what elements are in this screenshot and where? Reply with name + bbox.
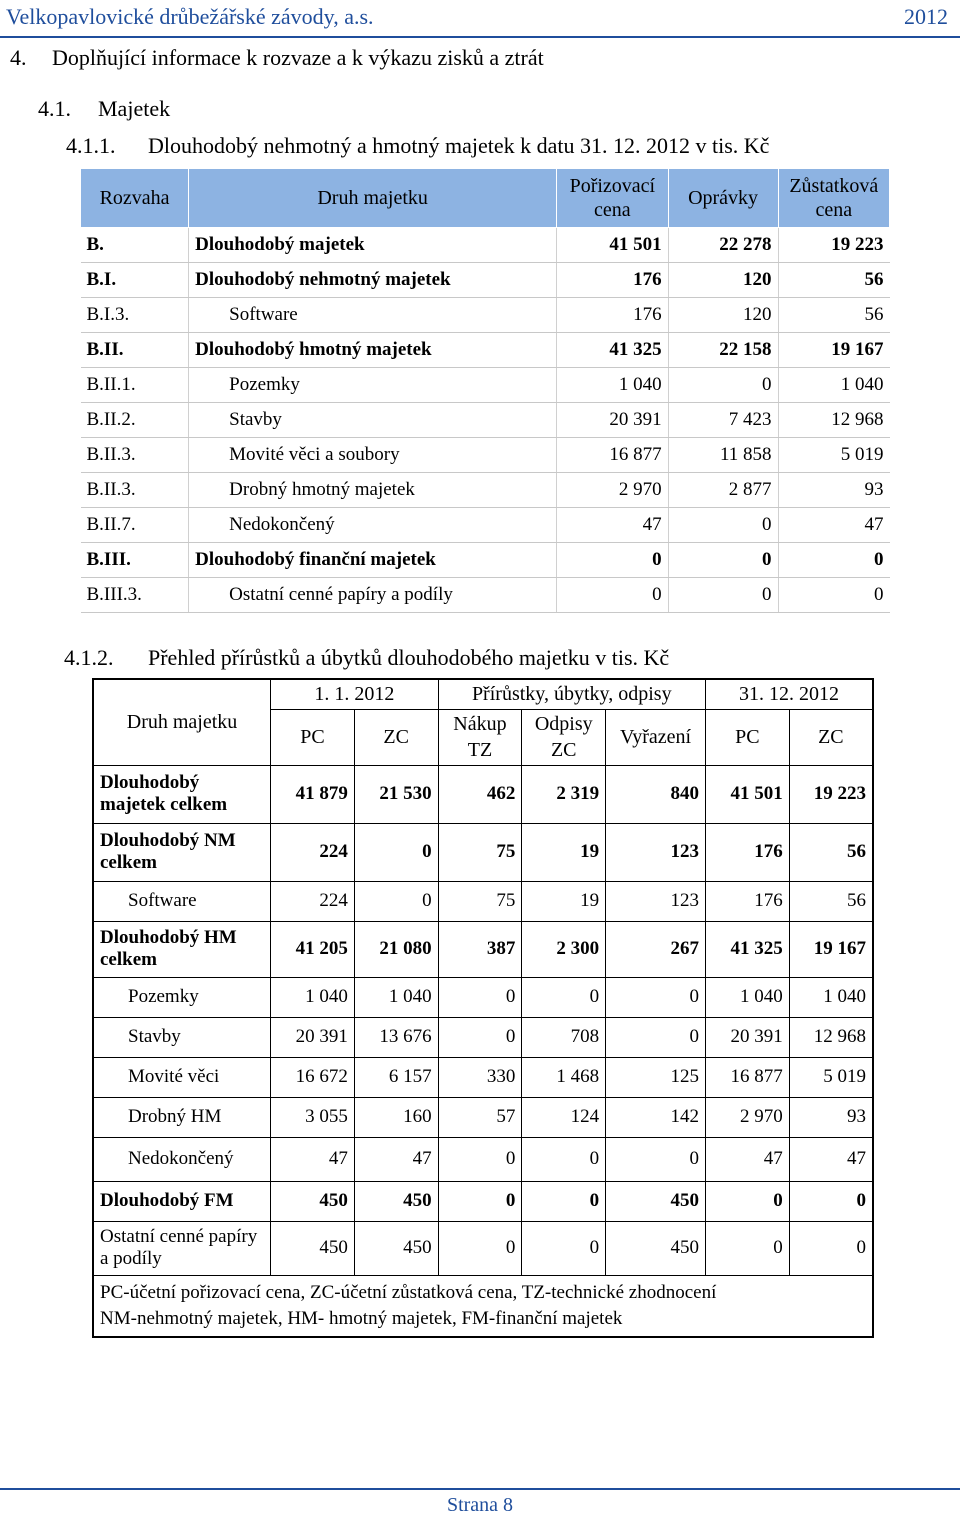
- page-header: [0, 0, 960, 38]
- row-value: 75: [438, 881, 522, 921]
- row-value: 1 040: [705, 977, 789, 1017]
- row-value: 0: [606, 1017, 706, 1057]
- row-label: Dlouhodobý FM: [93, 1181, 271, 1221]
- asset-table-header: [81, 169, 890, 228]
- row-value: 708: [522, 1017, 606, 1057]
- row-value: 56: [789, 823, 873, 881]
- table-row: [81, 228, 890, 263]
- row-zustatkova: 5 019: [778, 438, 889, 473]
- col-zc-start: ZC: [354, 709, 438, 765]
- col-pc-end: PC: [705, 709, 789, 765]
- row-value: 41 501: [705, 765, 789, 823]
- note-line-1: PC-účetní pořizovací cena, ZC-účetní zůstatková cena, TZ-technické zhodnocení: [100, 1281, 717, 1303]
- table-row: [93, 823, 873, 881]
- row-value: 16 877: [705, 1057, 789, 1097]
- table-row: [81, 508, 890, 543]
- row-label: Dlouhodobý HM celkem: [93, 921, 271, 977]
- row-name: Dlouhodobý hmotný majetek: [189, 333, 557, 368]
- row-opravky: 0: [668, 368, 778, 403]
- row-code: B.II.1.: [81, 368, 189, 403]
- row-value: 41 325: [705, 921, 789, 977]
- row-porizovaci: 176: [557, 263, 669, 298]
- table-row: [81, 578, 890, 613]
- row-value: 450: [354, 1221, 438, 1275]
- row-label: Pozemky: [93, 977, 271, 1017]
- row-label: Stavby: [93, 1017, 271, 1057]
- row-value: 142: [606, 1097, 706, 1137]
- col-zustatkova: Zůstatková cena: [778, 169, 889, 228]
- row-value: 20 391: [271, 1017, 355, 1057]
- header-year: 2012: [904, 4, 948, 29]
- row-value: 2 970: [705, 1097, 789, 1137]
- legend-row: [93, 1275, 873, 1337]
- row-porizovaci: 20 391: [557, 403, 669, 438]
- row-name: Dlouhodobý nehmotný majetek: [189, 263, 557, 298]
- row-value: 0: [705, 1181, 789, 1221]
- heading-4-1-1: 4.1.1. Dlouhodobý nehmotný a hmotný majetek k datu 31. 12. 2012 v tis. Kč: [66, 133, 770, 158]
- row-value: 0: [606, 1137, 706, 1181]
- row-value: 56: [789, 881, 873, 921]
- col-zc-end: ZC: [789, 709, 873, 765]
- row-opravky: 0: [668, 578, 778, 613]
- row-name: Nedokončený: [189, 508, 557, 543]
- row-value: 0: [438, 1137, 522, 1181]
- row-zustatkova: 47: [778, 508, 889, 543]
- row-value: 13 676: [354, 1017, 438, 1057]
- row-opravky: 120: [668, 263, 778, 298]
- row-value: 19: [522, 881, 606, 921]
- row-value: 0: [438, 977, 522, 1017]
- row-porizovaci: 16 877: [557, 438, 669, 473]
- col-porizovaci: Pořizovací cena: [557, 169, 669, 228]
- row-zustatkova: 19 167: [778, 333, 889, 368]
- company-name: Velkopavlovické drůbežářské závody, a.s.: [6, 4, 374, 29]
- row-value: 0: [705, 1221, 789, 1275]
- col-date-start: 1. 1. 2012: [271, 679, 439, 709]
- table-row: [93, 921, 873, 977]
- row-porizovaci: 47: [557, 508, 669, 543]
- row-value: 176: [705, 823, 789, 881]
- row-value: 19 167: [789, 921, 873, 977]
- row-code: B.II.7.: [81, 508, 189, 543]
- row-value: 21 530: [354, 765, 438, 823]
- row-value: 330: [438, 1057, 522, 1097]
- row-value: 0: [606, 977, 706, 1017]
- row-code: B.I.: [81, 263, 189, 298]
- row-porizovaci: 2 970: [557, 473, 669, 508]
- col-movements: Přírůstky, úbytky, odpisy: [438, 679, 705, 709]
- row-value: 123: [606, 823, 706, 881]
- row-value: 57: [438, 1097, 522, 1137]
- row-value: 6 157: [354, 1057, 438, 1097]
- heading-4-1-2: 4.1.2. Přehled přírůstků a úbytků dlouhodobého majetku v tis. Kč: [64, 645, 670, 670]
- row-value: 0: [522, 977, 606, 1017]
- row-value: 41 879: [271, 765, 355, 823]
- col-pc-start: PC: [271, 709, 355, 765]
- row-value: 3 055: [271, 1097, 355, 1137]
- row-name: Dlouhodobý finanční majetek: [189, 543, 557, 578]
- row-value: 450: [606, 1221, 706, 1275]
- heading-4: 4. Doplňující informace k rozvaze a k výkazu zisků a ztrát: [10, 45, 544, 70]
- note-line-2: NM-nehmotný majetek, HM- hmotný majetek, FM-finanční majetek: [100, 1307, 623, 1329]
- row-label: Ostatní cenné papíry a podíly: [93, 1221, 271, 1275]
- row-label: Nedokončený: [93, 1137, 271, 1181]
- row-value: 450: [271, 1181, 355, 1221]
- row-code: B.III.3.: [81, 578, 189, 613]
- col-vyrazeni: Vyřazení: [606, 709, 706, 765]
- row-opravky: 120: [668, 298, 778, 333]
- row-zustatkova: 56: [778, 298, 889, 333]
- row-label: Movité věci: [93, 1057, 271, 1097]
- table-row: [93, 1097, 873, 1137]
- row-value: 840: [606, 765, 706, 823]
- row-code: B.: [81, 228, 189, 263]
- row-code: B.III.: [81, 543, 189, 578]
- row-value: 176: [705, 881, 789, 921]
- row-value: 16 672: [271, 1057, 355, 1097]
- row-value: 2 319: [522, 765, 606, 823]
- row-value: 19: [522, 823, 606, 881]
- row-zustatkova: 0: [778, 543, 889, 578]
- row-value: 1 040: [271, 977, 355, 1017]
- abbreviation-note: [93, 1275, 873, 1337]
- row-value: 450: [271, 1221, 355, 1275]
- col-druh: Druh majetku: [189, 169, 557, 228]
- row-label: Software: [93, 881, 271, 921]
- asset-table: [80, 168, 890, 613]
- row-code: B.II.3.: [81, 473, 189, 508]
- row-label: Dlouhodobý majetek celkem: [93, 765, 271, 823]
- row-code: B.I.3.: [81, 298, 189, 333]
- row-opravky: 22 158: [668, 333, 778, 368]
- row-value: 1 040: [354, 977, 438, 1017]
- row-value: 267: [606, 921, 706, 977]
- col-druh-majetku: Druh majetku: [93, 679, 271, 765]
- row-value: 462: [438, 765, 522, 823]
- row-value: 19 223: [789, 765, 873, 823]
- row-value: 160: [354, 1097, 438, 1137]
- row-opravky: 11 858: [668, 438, 778, 473]
- table-row: [81, 368, 890, 403]
- row-opravky: 0: [668, 543, 778, 578]
- row-value: 0: [438, 1221, 522, 1275]
- row-zustatkova: 1 040: [778, 368, 889, 403]
- row-value: 0: [438, 1181, 522, 1221]
- row-value: 21 080: [354, 921, 438, 977]
- table-row: [81, 333, 890, 368]
- row-code: B.II.3.: [81, 438, 189, 473]
- row-value: 0: [354, 881, 438, 921]
- row-label: Drobný HM: [93, 1097, 271, 1137]
- row-value: 47: [789, 1137, 873, 1181]
- row-value: 450: [606, 1181, 706, 1221]
- row-porizovaci: 41 501: [557, 228, 669, 263]
- row-zustatkova: 93: [778, 473, 889, 508]
- row-value: 12 968: [789, 1017, 873, 1057]
- row-value: 0: [438, 1017, 522, 1057]
- row-value: 125: [606, 1057, 706, 1097]
- row-porizovaci: 1 040: [557, 368, 669, 403]
- footer-divider: [0, 1488, 960, 1490]
- row-value: 387: [438, 921, 522, 977]
- col-date-end: 31. 12. 2012: [705, 679, 873, 709]
- table-row: [93, 881, 873, 921]
- row-value: 0: [522, 1181, 606, 1221]
- col-odpisy-zc: Odpisy ZC: [522, 709, 606, 765]
- row-zustatkova: 56: [778, 263, 889, 298]
- table-row: [81, 543, 890, 578]
- table-row: [93, 1181, 873, 1221]
- row-value: 0: [522, 1137, 606, 1181]
- row-opravky: 0: [668, 508, 778, 543]
- row-value: 0: [789, 1181, 873, 1221]
- row-value: 1 040: [789, 977, 873, 1017]
- row-value: 1 468: [522, 1057, 606, 1097]
- table-row: [93, 1017, 873, 1057]
- row-zustatkova: 0: [778, 578, 889, 613]
- row-value: 123: [606, 881, 706, 921]
- row-name: Software: [189, 298, 557, 333]
- row-value: 224: [271, 823, 355, 881]
- table-row: [93, 1221, 873, 1275]
- row-value: 75: [438, 823, 522, 881]
- table-row: [81, 473, 890, 508]
- table-row: [93, 765, 873, 823]
- table-row: [81, 438, 890, 473]
- row-value: 93: [789, 1097, 873, 1137]
- row-value: 47: [271, 1137, 355, 1181]
- movement-table: [92, 678, 874, 1338]
- col-opravky: Oprávky: [668, 169, 778, 228]
- row-name: Ostatní cenné papíry a podíly: [189, 578, 557, 613]
- row-value: 47: [354, 1137, 438, 1181]
- row-value: 5 019: [789, 1057, 873, 1097]
- row-value: 41 205: [271, 921, 355, 977]
- row-opravky: 2 877: [668, 473, 778, 508]
- col-nakup-tz: Nákup TZ: [438, 709, 522, 765]
- row-label: Dlouhodobý NM celkem: [93, 823, 271, 881]
- row-porizovaci: 0: [557, 543, 669, 578]
- row-porizovaci: 176: [557, 298, 669, 333]
- row-name: Drobný hmotný majetek: [189, 473, 557, 508]
- row-code: B.II.2.: [81, 403, 189, 438]
- table-row: [93, 1137, 873, 1181]
- table-row: [81, 263, 890, 298]
- row-value: 0: [789, 1221, 873, 1275]
- page-number: Strana 8: [446, 1494, 514, 1516]
- heading-4-1: 4.1. Majetek: [38, 96, 171, 121]
- row-zustatkova: 12 968: [778, 403, 889, 438]
- row-code: B.II.: [81, 333, 189, 368]
- row-name: Pozemky: [189, 368, 557, 403]
- row-opravky: 7 423: [668, 403, 778, 438]
- row-value: 124: [522, 1097, 606, 1137]
- row-name: Dlouhodobý majetek: [189, 228, 557, 263]
- row-porizovaci: 41 325: [557, 333, 669, 368]
- table-row: [93, 1057, 873, 1097]
- row-name: Stavby: [189, 403, 557, 438]
- row-zustatkova: 19 223: [778, 228, 889, 263]
- row-value: 47: [705, 1137, 789, 1181]
- table-row: [81, 298, 890, 333]
- row-value: 450: [354, 1181, 438, 1221]
- row-value: 2 300: [522, 921, 606, 977]
- row-value: 224: [271, 881, 355, 921]
- row-opravky: 22 278: [668, 228, 778, 263]
- table-row: [93, 977, 873, 1017]
- row-name: Movité věci a soubory: [189, 438, 557, 473]
- table-row: [81, 403, 890, 438]
- row-value: 0: [522, 1221, 606, 1275]
- row-value: 0: [354, 823, 438, 881]
- row-value: 20 391: [705, 1017, 789, 1057]
- row-porizovaci: 0: [557, 578, 669, 613]
- col-rozvaha: Rozvaha: [81, 169, 189, 228]
- movement-header-row-1: [93, 679, 873, 709]
